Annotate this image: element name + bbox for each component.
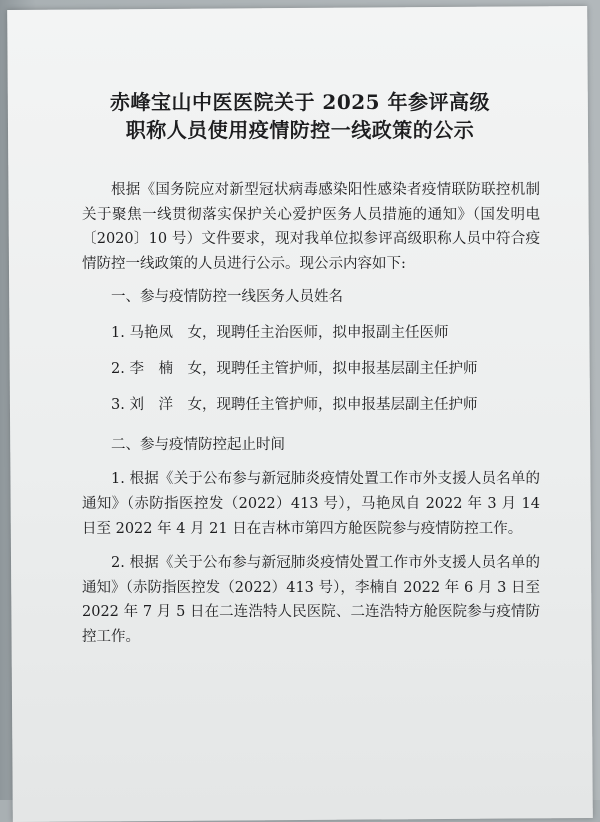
section2-item-1: 1. 根据《关于公布参与新冠肺炎疫情处置工作市外支援人员名单的通知》（赤防指医控发（2022）413 号），马艳凤自 2022 年 3 月 14 日至 2022 年 4 月 21 日在吉林市第四方舱医院参与疫情防控工作。 bbox=[82, 471, 540, 537]
section2-heading: 二、参与疫情防控起止时间 bbox=[111, 436, 285, 453]
section1-item-1: 1. 马艳凤 女，现聘任主治医师，拟申报副主任医师 bbox=[111, 324, 449, 341]
section1-heading: 一、参与疫情防控一线医务人员姓名 bbox=[111, 289, 343, 306]
section1-item-3: 3. 刘 洋 女，现聘任主管护师，拟申报基层副主任护师 bbox=[111, 397, 478, 414]
section2-item-2: 2. 根据《关于公布参与新冠肺炎疫情处置工作市外支援人员名单的通知》（赤防指医控发（2022）413 号），李楠自 2022 年 6 月 3 日至 2022 年 7 月 5 日在二连浩特人民医院、二连浩特方舱医院参与疫情防控工作。 bbox=[82, 555, 540, 645]
title-line-1: 赤峰宝山中医医院关于 2025 年参评高级 bbox=[109, 90, 491, 114]
document-title bbox=[0, 88, 600, 144]
intro-paragraph: 根据《国务院应对新型冠状病毒感染阳性感染者疫情联防联控机制关于聚焦一线贯彻落实保护关心爱护医务人员措施的通知》（国发明电〔2020〕10 号）文件要求，现对我单位拟参评高级职称人员中符合疫情防控一线政策的人员进行公示。现公示内容如下: bbox=[82, 182, 540, 272]
section1-item-2: 2. 李 楠 女，现聘任主管护师，拟申报基层副主任护师 bbox=[111, 360, 478, 377]
document-body bbox=[82, 178, 540, 650]
title-line-2: 职称人员使用疫情防控一线政策的公示 bbox=[125, 118, 475, 142]
